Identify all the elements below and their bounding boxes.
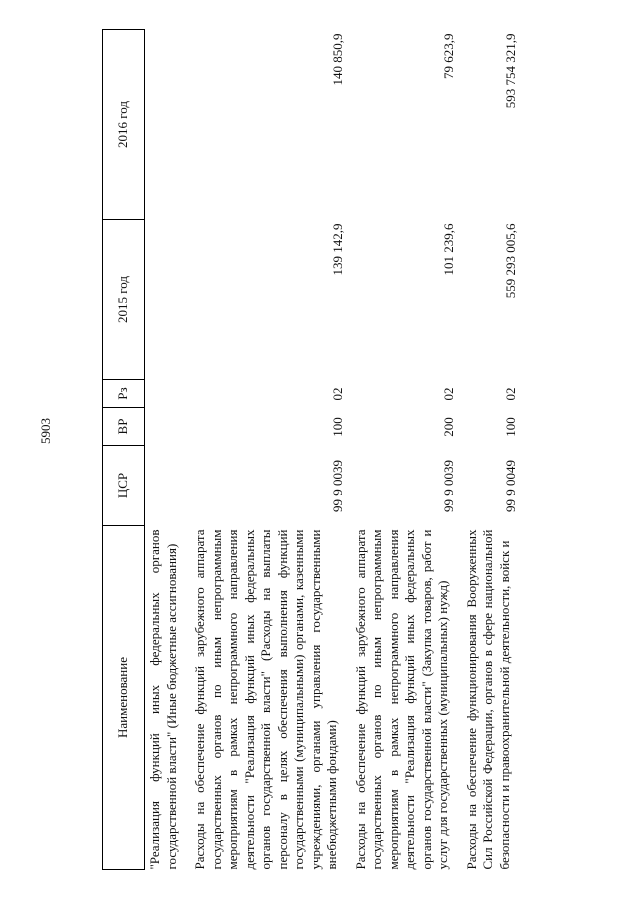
row-rz: 02 bbox=[502, 387, 518, 401]
table-row bbox=[145, 30, 187, 870]
row-2016: 593 754 321,9 bbox=[502, 33, 518, 109]
row-csr: 99 9 0049 bbox=[502, 460, 518, 512]
header-name: Наименование bbox=[103, 526, 145, 870]
row-rz: 02 bbox=[441, 387, 456, 401]
row-2015: 101 239,6 bbox=[441, 223, 456, 276]
row-name: "Реализация функций иных федеральных органов государственной власти" (Иные бюджетные ассигнования) bbox=[147, 529, 179, 870]
header-csr: ЦСР bbox=[103, 446, 145, 526]
expenditure-table bbox=[102, 29, 519, 870]
header-2016: 2016 год bbox=[103, 30, 145, 220]
row-name: Расходы на обеспечение функций зарубежного аппарата государственных органов по иным непрограммным мероприятиям в рамках непрограммного направления деятельности "Реализация функций иных федеральных органов государственной власти" (Расходы на выплаты персоналу в целях обеспечения выполнения функций государственными (муниципальными) органами, казенными учреждениями, органами управления государственными внебюджетными фондами) bbox=[192, 529, 339, 870]
row-2015 bbox=[145, 220, 187, 380]
row-2016 bbox=[145, 30, 187, 220]
row-rz bbox=[145, 380, 187, 408]
page-number: 5903 bbox=[38, 418, 53, 444]
row-2016: 140 850,9 bbox=[330, 33, 345, 86]
row-vr: 100 bbox=[330, 417, 345, 437]
row-name: Расходы на обеспечение функций зарубежного аппарата государственных органов по иным непрограммным мероприятиям в рамках непрограммного направления деятельности "Реализация функций иных федеральных органов государственной власти" (Закупка товаров, работ и услуг для государственных (муниципальных) нужд) bbox=[352, 529, 450, 870]
table-row bbox=[186, 30, 347, 870]
row-2015: 559 293 005,6 bbox=[502, 223, 518, 299]
row-vr bbox=[145, 408, 187, 446]
header-rz: Рз bbox=[103, 380, 145, 408]
table-row bbox=[347, 30, 458, 870]
row-name: Расходы на обеспечение функционирования Вооруженных Сил Российской Федерации, органов в сфере национальной безопасности и правоохранительной деятельности, войск и bbox=[463, 529, 512, 870]
row-csr: 99 9 0039 bbox=[330, 460, 345, 512]
row-rz: 02 bbox=[330, 387, 345, 401]
row-vr: 200 bbox=[441, 417, 456, 437]
row-csr: 99 9 0039 bbox=[441, 460, 456, 512]
rotated-page bbox=[102, 30, 590, 870]
header-2015: 2015 год bbox=[103, 220, 145, 380]
table-header-row bbox=[103, 30, 145, 870]
row-2016: 79 623,9 bbox=[441, 33, 456, 79]
row-csr bbox=[145, 446, 187, 526]
row-vr: 100 bbox=[502, 417, 518, 437]
row-2015: 139 142,9 bbox=[330, 223, 345, 276]
table-row bbox=[458, 30, 520, 870]
header-vr: ВР bbox=[103, 408, 145, 446]
